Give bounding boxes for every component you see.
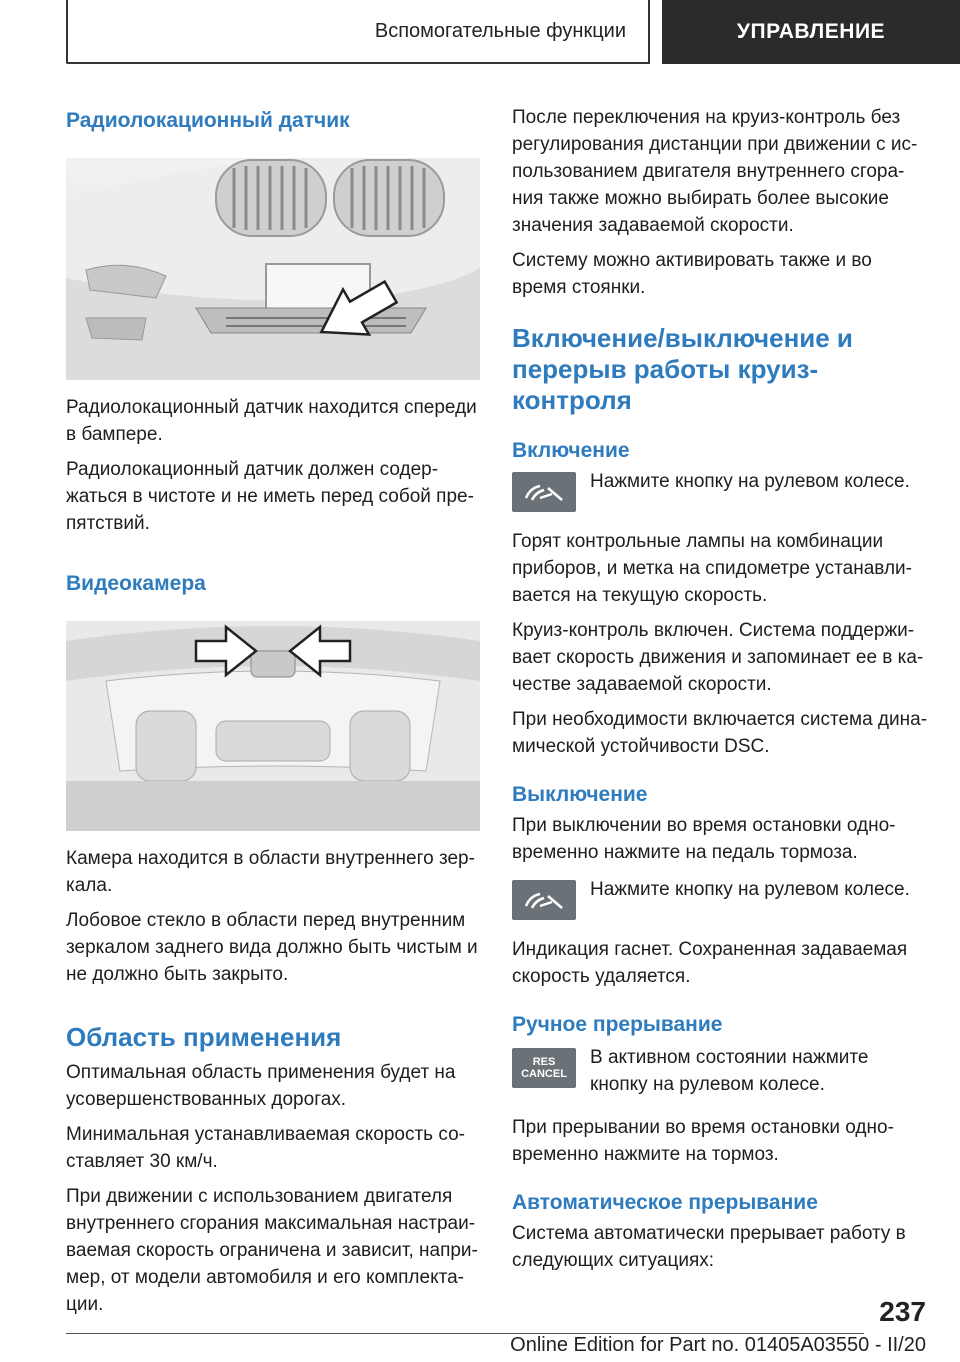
on-dsc-text: При необходимости включается система динамической устойчивости DSC. xyxy=(512,709,928,757)
heading-auto-interrupt: Автоматическое прерывание xyxy=(512,1191,818,1214)
on-active-text: Круиз-контроль включен. Система поддерживает скорость движения и запоминает ее в качестве задаваемой скорости. xyxy=(512,620,924,695)
on-instruction xyxy=(512,468,928,512)
camera-image xyxy=(66,621,480,831)
camera-location-text: Камера находится в области внутреннего зеркала. xyxy=(66,848,475,896)
camera-clean-text: Лобовое стекло в области перед внутренним зеркалом заднего вида должно быть чистым и не должно быть закрыто. xyxy=(66,910,478,985)
res-label: RES xyxy=(532,1056,556,1068)
heading-on-off: Включение/выключение и перерыв работы круиз-контроля xyxy=(512,323,853,415)
manual-instruction xyxy=(512,1044,928,1098)
heading-radar: Радиолокационный датчик xyxy=(66,109,350,132)
radar-clean-text: Радиолокационный датчик должен содержаться в чистоте и не иметь перед собой препятствий. xyxy=(66,459,474,534)
left-column xyxy=(66,96,480,1318)
off-display-text: Индикация гаснет. Сохраненная задаваемая скорость удаляется. xyxy=(512,939,908,987)
manual-brake-text: При прерывании во время остановки одновременно нажмите на тормоз. xyxy=(512,1117,894,1165)
cruise-control-button-icon-off xyxy=(512,880,576,920)
heading-camera: Видеокамера xyxy=(66,572,206,595)
interior-illustration xyxy=(66,621,480,831)
scope-roads-text: Оптимальная область применения будет на усовершенствованных дорогах. xyxy=(66,1062,456,1110)
manual-press-button-text: В активном состоянии нажмите кнопку на рулевом колесе. xyxy=(590,1047,869,1095)
res-cancel-button-icon xyxy=(512,1048,576,1088)
off-brake-text: При выключении во время остановки одновременно нажмите на педаль тормоза. xyxy=(512,815,896,863)
heading-off: Выключение xyxy=(512,783,648,806)
off-instruction xyxy=(512,876,928,920)
heading-scope: Область применения xyxy=(66,1022,342,1052)
page-number: 237 xyxy=(879,1296,926,1327)
cruise-control-button-icon xyxy=(512,472,576,512)
cancel-label: CANCEL xyxy=(521,1068,567,1080)
page-header xyxy=(0,0,960,66)
radar-location-text: Радиолокационный датчик находится спереди в бампере. xyxy=(66,397,477,445)
chapter-title: УПРАВЛЕНИЕ xyxy=(736,20,886,43)
section-title: Вспомогательные функции xyxy=(374,19,626,42)
car-front-illustration xyxy=(66,158,480,380)
intro-text-2: Систему можно активировать также и во время стоянки. xyxy=(512,250,872,298)
right-column xyxy=(512,96,928,1274)
intro-text-1: После переключения на круиз-контроль без регулирования дистанции при движении с использованием двигателя внутреннего сгорания также можно выбирать более высокие значения задаваемой скорости. xyxy=(512,107,918,236)
auto-interrupt-text: Система автоматически прерывает работу в следующих ситуациях: xyxy=(512,1223,906,1271)
on-press-button-text: Нажмите кнопку на рулевом колесе. xyxy=(590,471,910,492)
footer-edition: Online Edition for Part no. 01405A03550 - II/20 xyxy=(510,1334,926,1356)
heading-manual-interrupt: Ручное прерывание xyxy=(512,1013,723,1036)
off-press-button-text: Нажмите кнопку на рулевом колесе. xyxy=(590,879,910,900)
scope-min-speed-text: Минимальная устанавливаемая скорость составляет 30 км/ч. xyxy=(66,1124,465,1172)
bumper-radar-image xyxy=(66,158,480,380)
scope-max-speed-text: При движении с использованием двигателя внутреннего сгорания максимальная настраиваемая скорость ограничена и зависит, например, от модели автомобиля и его комплектации. xyxy=(66,1186,478,1315)
heading-on: Включение xyxy=(512,439,630,462)
chapter-tab xyxy=(662,0,960,64)
on-lamps-text: Горят контрольные лампы на комбинации приборов, и метка на спидометре устанавливается на текущую скорость. xyxy=(512,531,912,606)
section-tab xyxy=(66,0,650,64)
